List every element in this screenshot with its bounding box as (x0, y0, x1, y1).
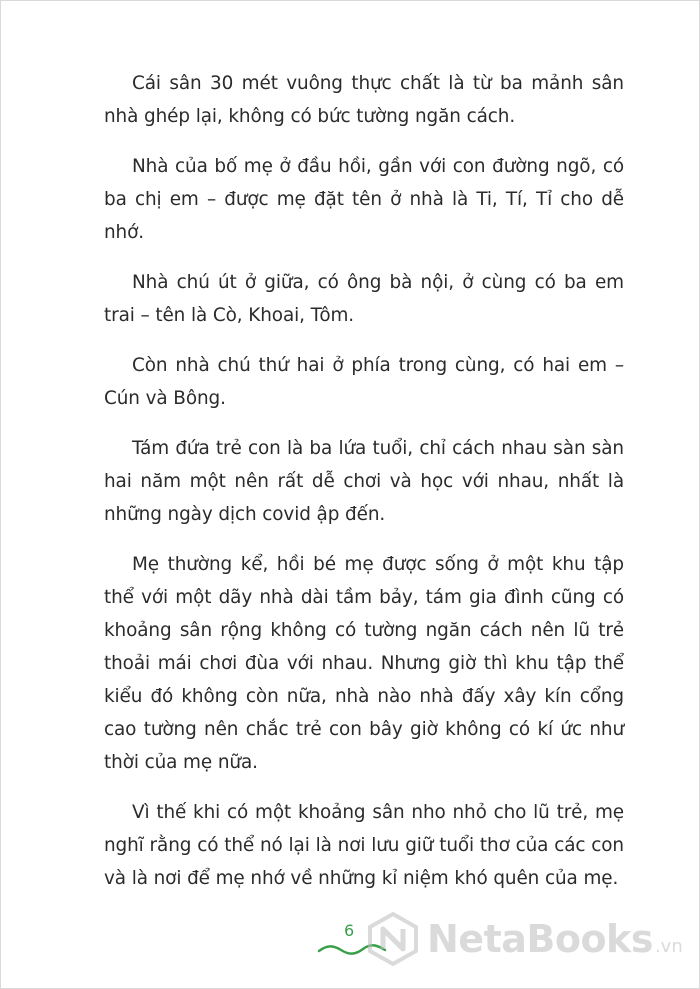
paragraph: Còn nhà chú thứ hai ở phía trong cùng, có hai em – Cún và Bông. (104, 355, 624, 409)
watermark-brand: NetaBooks (427, 917, 653, 961)
paragraph: Mẹ thường kể, hồi bé mẹ được sống ở một khu tập thể với một dãy nhà dài tầm bảy, tám gia đình cũng có khoảng sân rộng không có tường ngăn cách nên lũ trẻ thoải mái chơi đùa với nhau. Nhưng giờ thì khu tập thể kiểu đó không còn nữa, nhà nào nhà đấy xây kín cổng cao tường nên chắc trẻ con bây giờ không có kí ức như thời của mẹ nữa. (104, 554, 624, 773)
page-number: 6 (344, 921, 355, 940)
paragraph: Nhà của bố mẹ ở đầu hồi, gần với con đường ngõ, có ba chị em – được mẹ đặt tên ở nhà là Ti, Tí, Tỉ cho dễ nhớ. (104, 156, 624, 243)
netabooks-watermark (365, 911, 683, 967)
paragraph: Vì thế khi có một khoảng sân nho nhỏ cho lũ trẻ, mẹ nghĩ rằng có thể nó lại là nơi lưu giữ tuổi thơ của các con và là nơi để mẹ nhớ về những kỉ niệm khó quên của mẹ. (104, 802, 624, 889)
body-text (104, 67, 624, 912)
paragraph: Cái sân 30 mét vuông thực chất là từ ba mảnh sân nhà ghép lại, không có bức tường ngăn cách. (104, 73, 624, 127)
netabooks-logo-icon (365, 911, 421, 967)
watermark-suffix: .vn (654, 935, 683, 957)
paragraph: Nhà chú út ở giữa, có ông bà nội, ở cùng có ba em trai – tên là Cò, Khoai, Tôm. (104, 272, 624, 326)
paragraph: Tám đứa trẻ con là ba lứa tuổi, chỉ cách nhau sàn sàn hai năm một nên rất dễ chơi và học với nhau, nhất là những ngày dịch covid ập đến. (104, 438, 624, 525)
